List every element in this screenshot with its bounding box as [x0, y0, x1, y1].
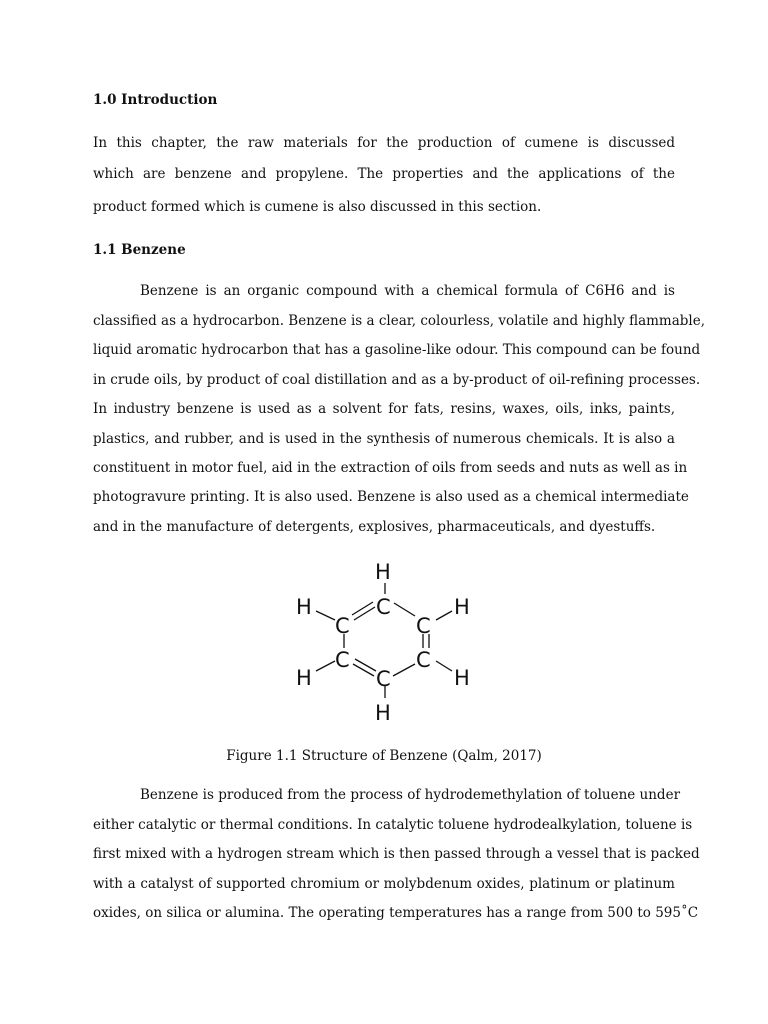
hydrogen-atom-bottom: H — [375, 701, 391, 725]
benzene-p2-line-2: either catalytic or thermal conditions. In catalytic toluene hydrodealkylation, toluene is — [93, 817, 693, 833]
benzene-p2-line-3: first mixed with a hydrogen stream which is then passed through a vessel that is packed — [93, 846, 700, 862]
carbon-atom-lower-right: C — [416, 648, 431, 672]
benzene-p1-line-5: In industry benzene is used as a solvent for fats, resins, waxes, oils, inks, paints, — [93, 401, 675, 417]
benzene-p1-line-3: liquid aromatic hydrocarbon that has a gasoline-like odour. This compound can be found — [93, 342, 701, 358]
intro-line-1: In this chapter, the raw materials for the production of cumene is discussed — [93, 135, 675, 151]
benzene-p2-line-4: with a catalyst of supported chromium or molybdenum oxides, platinum or platinum — [93, 876, 675, 892]
benzene-p2-line-5: oxides, on silica or alumina. The operating temperatures has a range from 500 to 595˚C — [93, 905, 699, 921]
benzene-p1-line-2: classified as a hydrocarbon. Benzene is a clear, colourless, volatile and highly flammable, — [93, 313, 706, 329]
carbon-atom-upper-right: C — [416, 614, 431, 638]
hydrogen-atom-top: H — [375, 560, 391, 584]
intro-line-3: product formed which is cumene is also discussed in this section. — [93, 199, 542, 215]
benzene-p1-line-8: photogravure printing. It is also used. Benzene is also used as a chemical intermediate — [93, 489, 689, 505]
carbon-atom-top: C — [376, 595, 391, 619]
benzene-p1-line-4: in crude oils, by product of coal distillation and as a by-product of oil-refining processes. — [93, 372, 701, 388]
hydrogen-atom-lower-left: H — [296, 666, 312, 690]
section-heading-benzene: 1.1 Benzene — [93, 242, 186, 258]
hydrogen-atom-lower-right: H — [454, 666, 470, 690]
carbon-atom-upper-left: C — [335, 614, 350, 638]
carbon-atom-bottom: C — [376, 667, 391, 691]
benzene-p1-line-6: plastics, and rubber, and is used in the synthesis of numerous chemicals. It is also a — [93, 431, 675, 447]
benzene-p2-line-1: Benzene is produced from the process of hydrodemethylation of toluene under — [140, 787, 681, 803]
benzene-p1-line-9: and in the manufacture of detergents, explosives, pharmaceuticals, and dyestuffs. — [93, 519, 656, 535]
figure-caption: Figure 1.1 Structure of Benzene (Qalm, 2017) — [226, 748, 542, 764]
section-heading-introduction: 1.0 Introduction — [93, 92, 218, 108]
hydrogen-atom-upper-left: H — [296, 595, 312, 619]
benzene-structure-diagram — [284, 558, 484, 728]
hydrogen-atom-upper-right: H — [454, 595, 470, 619]
benzene-p1-line-7: constituent in motor fuel, aid in the extraction of oils from seeds and nuts as well as in — [93, 460, 688, 476]
benzene-structure-figure — [284, 558, 484, 728]
intro-line-2: which are benzene and propylene. The properties and the applications of the — [93, 166, 675, 182]
benzene-p1-line-1: Benzene is an organic compound with a chemical formula of C6H6 and is — [140, 283, 675, 299]
carbon-atom-lower-left: C — [335, 648, 350, 672]
